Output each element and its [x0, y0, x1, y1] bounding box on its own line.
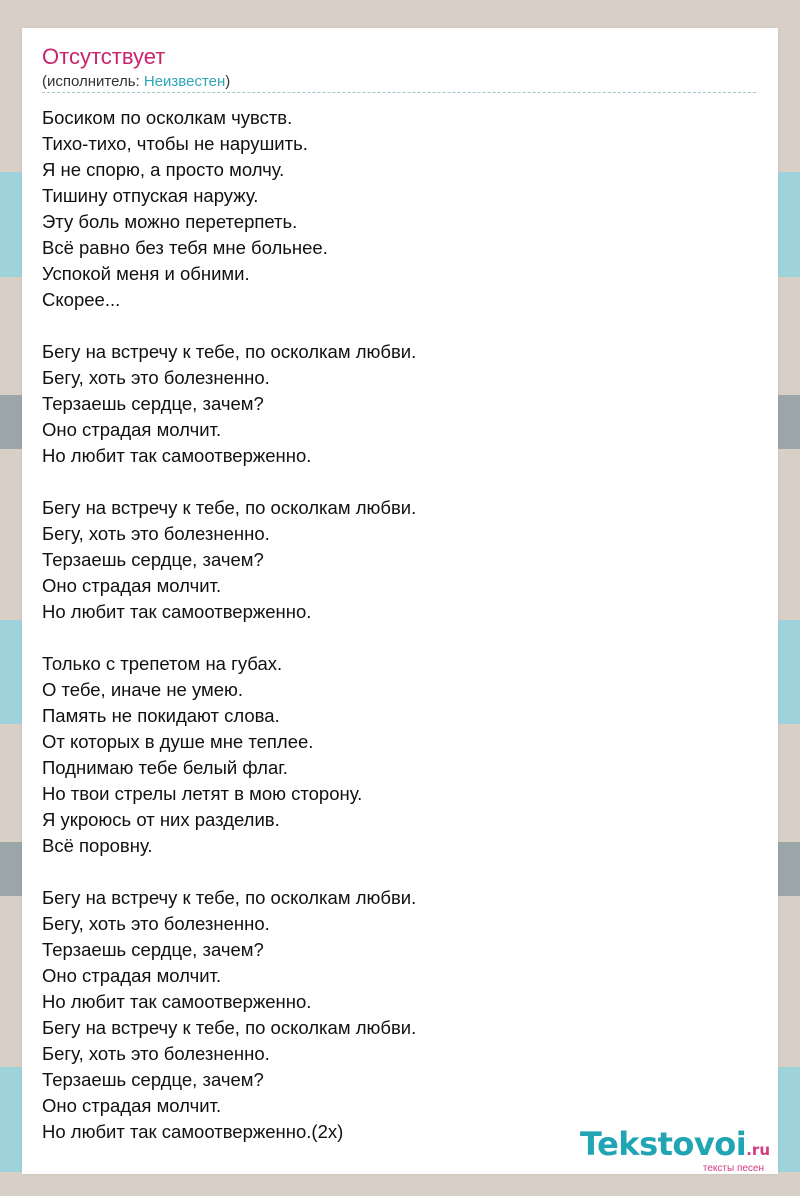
- site-logo[interactable]: [580, 1127, 770, 1174]
- lyric-line: Только с трепетом на губах.: [42, 653, 283, 674]
- lyric-line: Но любит так самоотверженно.: [42, 445, 312, 466]
- stanza-break: [42, 859, 742, 885]
- lyric-line: Бегу на встречу к тебе, по осколкам любви.: [42, 1017, 417, 1038]
- lyric-line: Я укроюсь от них разделив.: [42, 809, 280, 830]
- lyric-line: Поднимаю тебе белый флаг.: [42, 757, 288, 778]
- lyric-line: Терзаешь сердце, зачем?: [42, 549, 264, 570]
- stanza-break: [42, 625, 742, 651]
- logo-wordmark: Tekstovoi: [580, 1125, 747, 1163]
- artist-link[interactable]: Неизвестен: [143, 73, 226, 90]
- lyric-line: Бегу, хоть это болезненно.: [42, 913, 270, 934]
- logo-tagline: тексты песен: [702, 1163, 764, 1174]
- artist-line: [42, 73, 230, 91]
- lyrics-card: [22, 28, 778, 1174]
- logo-domain: .ru: [746, 1141, 770, 1159]
- lyric-line: О тебе, иначе не умею.: [42, 679, 244, 700]
- lyric-line: Тихо-тихо, чтобы не нарушить.: [42, 133, 308, 154]
- lyric-line: Бегу, хоть это болезненно.: [42, 1043, 270, 1064]
- lyric-line: Скорее...: [42, 289, 121, 310]
- lyric-line: Успокой меня и обними.: [42, 263, 250, 284]
- artist-suffix: ): [225, 73, 231, 90]
- lyric-line: Бегу, хоть это болезненно.: [42, 367, 270, 388]
- lyric-line: Эту боль можно перетерпеть.: [42, 211, 298, 232]
- lyric-line: Бегу на встречу к тебе, по осколкам любви.: [42, 497, 417, 518]
- stanza-break: [42, 313, 742, 339]
- lyric-line: Оно страдая молчит.: [42, 1095, 222, 1116]
- lyric-line: Я не спорю, а просто молчу.: [42, 159, 285, 180]
- lyric-line: Память не покидают слова.: [42, 705, 280, 726]
- lyric-line: Бегу, хоть это болезненно.: [42, 523, 270, 544]
- lyric-line: Всё поровну.: [42, 835, 153, 856]
- lyric-line: Тишину отпуская наружу.: [42, 185, 259, 206]
- stanza-break: [42, 469, 742, 495]
- lyric-line: Босиком по осколкам чувств.: [42, 107, 293, 128]
- lyric-line: Бегу на встречу к тебе, по осколкам любви.: [42, 341, 417, 362]
- lyric-line: Оно страдая молчит.: [42, 419, 222, 440]
- lyric-line: Всё равно без тебя мне больнее.: [42, 237, 328, 258]
- lyric-line: От которых в душе мне теплее.: [42, 731, 314, 752]
- lyrics-text: [42, 105, 742, 1145]
- lyric-line: Терзаешь сердце, зачем?: [42, 1069, 264, 1090]
- lyric-line: Терзаешь сердце, зачем?: [42, 939, 264, 960]
- title-divider: [42, 92, 756, 93]
- lyric-line: Оно страдая молчит.: [42, 575, 222, 596]
- lyric-line: Но любит так самоотверженно.: [42, 991, 312, 1012]
- lyric-line: Но любит так самоотверженно.: [42, 601, 312, 622]
- artist-prefix: (исполнитель:: [42, 73, 144, 90]
- lyric-line: Но твои стрелы летят в мою сторону.: [42, 783, 363, 804]
- lyric-line: Оно страдая молчит.: [42, 965, 222, 986]
- lyric-line: Но любит так самоотверженно.(2x): [42, 1121, 344, 1142]
- lyric-line: Терзаешь сердце, зачем?: [42, 393, 264, 414]
- song-title: Отсутствует: [42, 44, 166, 69]
- lyric-line: Бегу на встречу к тебе, по осколкам любви.: [42, 887, 417, 908]
